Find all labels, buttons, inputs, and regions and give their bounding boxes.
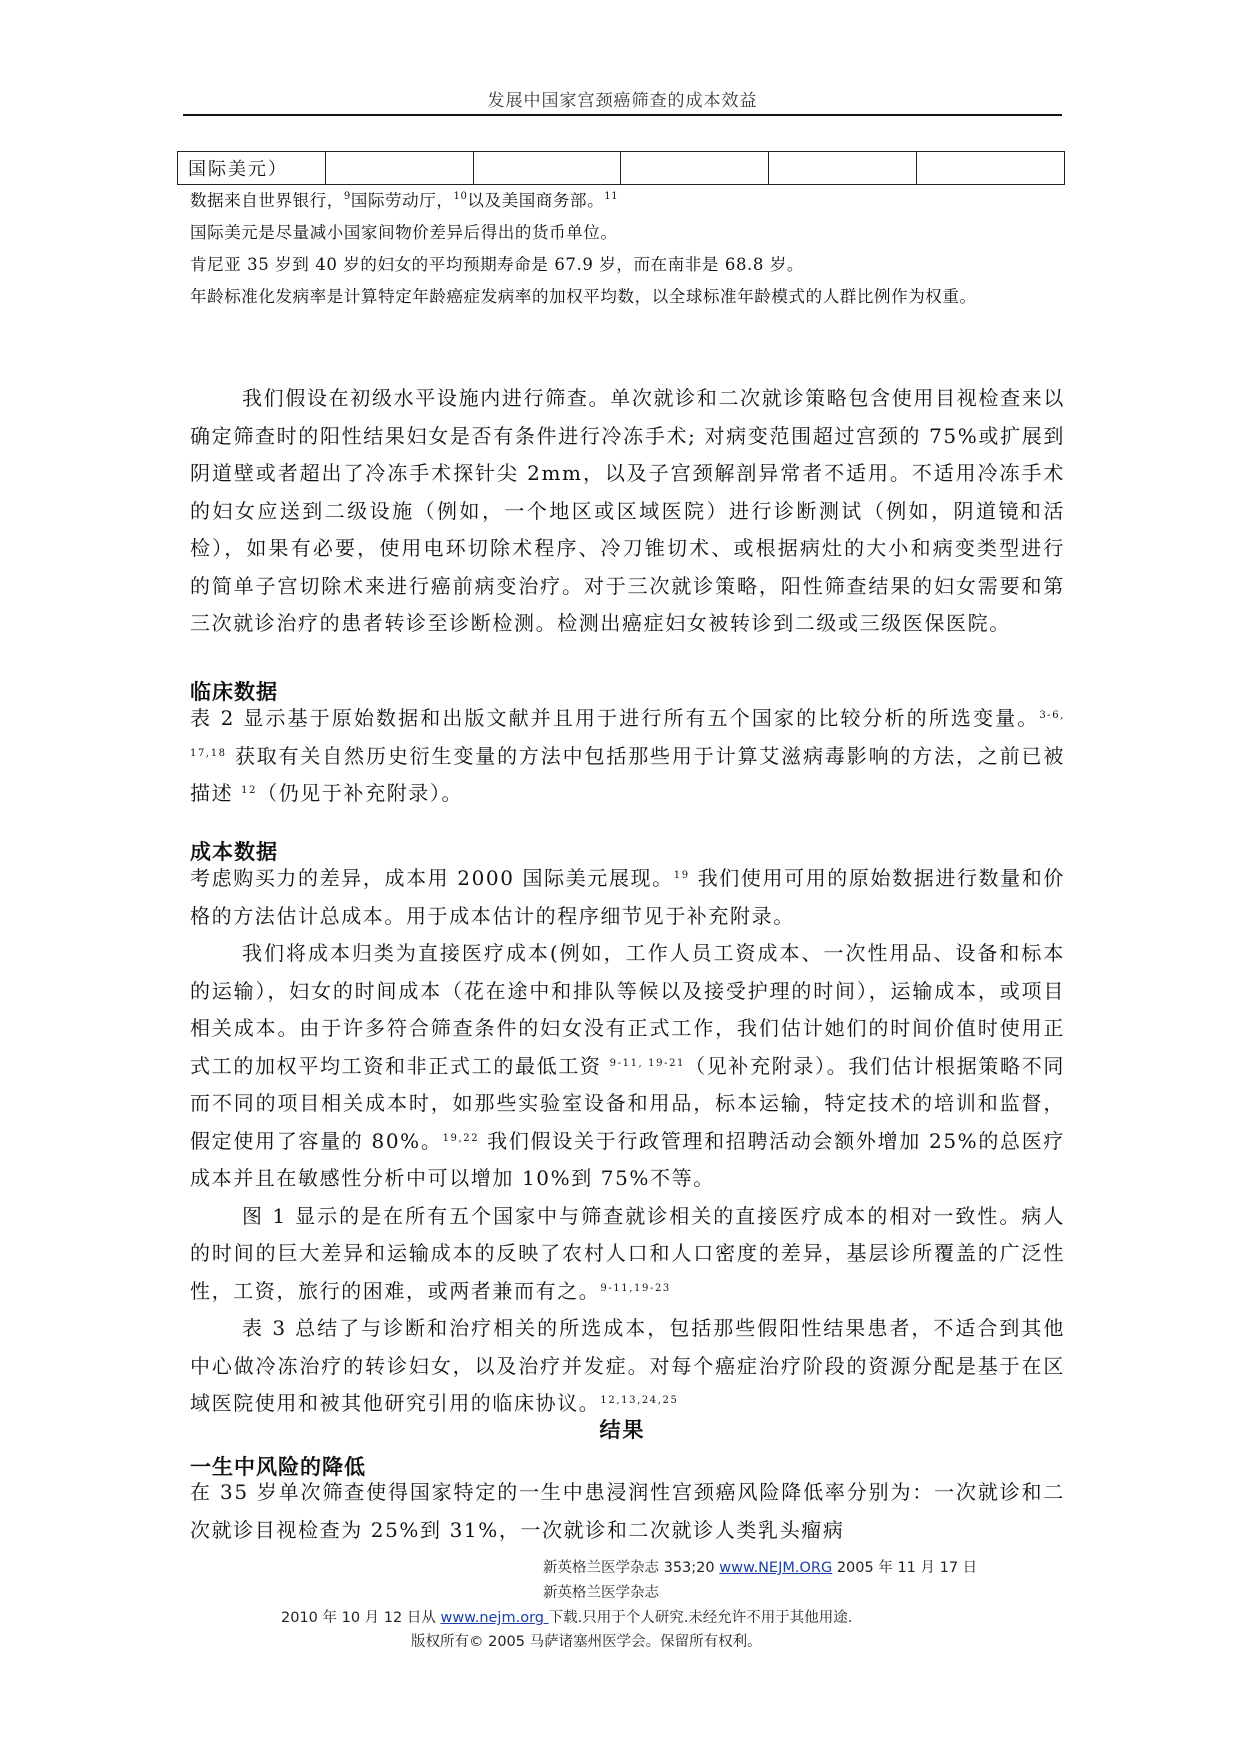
header-rule xyxy=(183,114,1062,116)
cost-data-section xyxy=(190,860,1065,1423)
section-heading-cost: 成本数据 xyxy=(190,839,278,864)
table-cell xyxy=(917,152,1065,185)
nejm-download-link[interactable]: www.nejm.org xyxy=(440,1610,549,1626)
footer-download-notice xyxy=(281,1606,852,1627)
footer-journal-citation xyxy=(543,1556,977,1577)
paragraph-screening-assumptions xyxy=(190,380,1065,643)
citation: 3-6, 17,18 xyxy=(190,710,1065,759)
paragraph-text: 在 35 岁单次筛查使得国家特定的一生中患浸润性宫颈癌风险降低率分别为：一次就诊和二次就诊目视检查为 25%到 31%，一次就诊和二次就诊人类乳头瘤病 xyxy=(190,1480,1065,1542)
sub-heading-lifetime-risk: 一生中风险的降低 xyxy=(190,1454,366,1479)
citation: 10 xyxy=(453,191,468,202)
paragraph-text: 图 1 显示的是在所有五个国家中与筛查就诊相关的直接医疗成本的相对一致性。病人的时间的巨大差异和运输成本的反映了农村人口和人口密度的差异，基层诊所覆盖的广泛性性，工资，旅行的困难，或两者兼而有之。 xyxy=(190,1203,1065,1303)
table-cell xyxy=(769,152,917,185)
citation: 9 xyxy=(343,191,351,202)
paragraph-text: 我们将成本归类为直接医疗成本(例如，工作人员工资成本、一次性用品、设备和标本的运输），妇女的时间成本（花在途中和排队等候以及接受护理的时间），运输成本，或项目相关成本。由于许多符合筛查条件的妇女没有正式工作，我们估计她们的时间价值时使用正式工的加权平均工资和非正式工的最低工资 xyxy=(190,941,1065,1078)
paragraph-lifetime-risk xyxy=(190,1474,1065,1549)
citation: 19 xyxy=(673,870,690,881)
note-text: 数据来自世界银行， xyxy=(190,191,344,210)
note-text: 国际劳动厅， xyxy=(350,191,454,210)
citation: 19,22 xyxy=(442,1132,480,1144)
citation: 11 xyxy=(604,191,619,202)
running-header: 发展中国家宫颈癌筛查的成本效益 xyxy=(487,91,758,111)
table-row xyxy=(178,152,1065,185)
footer-copyright: 版权所有© 2005 马萨诸塞州医学会。保留所有权利。 xyxy=(411,1634,762,1650)
table-cell xyxy=(325,152,473,185)
table-fragment xyxy=(177,151,1065,185)
citation: 9-11,19-23 xyxy=(600,1282,671,1294)
table-cell xyxy=(621,152,769,185)
paragraph-cost-categories xyxy=(190,935,1065,1198)
paragraph-text: （见补充附录）。我们估计根据策略不同而不同的项目相关成本时，如那些实验室设备和用品，标本运输，特定技术的培训和监督，假定使用了容量的 80%。 xyxy=(190,1053,1065,1153)
citation: 9-11, 19-21 xyxy=(609,1057,685,1069)
table-footnote-intl-dollar: 国际美元是尽量减小国家间物价差异后得出的货币单位。 xyxy=(190,223,618,242)
section-heading-clinical: 临床数据 xyxy=(190,679,278,704)
paragraph-clinical-data xyxy=(190,700,1065,813)
citation: 12,13,24,25 xyxy=(600,1395,679,1406)
footer-text: 2010 年 10 月 12 日从 xyxy=(281,1610,441,1626)
footer-text: 下载.只用于个人研究.未经允许不用于其他用途. xyxy=(548,1610,853,1626)
citation: 12 xyxy=(241,785,258,796)
table-row-label: 国际美元） xyxy=(178,152,326,185)
footer-text: 新英格兰医学杂志 353;20 xyxy=(543,1560,720,1576)
table-footnote-life-expectancy: 肯尼亚 35 岁到 40 岁的妇女的平均预期寿命是 67.9 岁，而在南非是 68.8 岁。 xyxy=(190,255,805,274)
footer-text: 2005 年 11 月 17 日 xyxy=(832,1560,978,1576)
table-footnote-sources xyxy=(190,186,618,216)
nejm-link[interactable]: www.NEJM.ORG xyxy=(719,1560,833,1576)
footer-journal-name: 新英格兰医学杂志 xyxy=(543,1585,659,1601)
paragraph-text: 我们假设在初级水平设施内进行筛查。单次就诊和二次就诊策略包含使用目视检查来以确定筛查时的阳性结果妇女是否有条件进行冷冻手术; 对病变范围超过宫颈的 75%或扩展到阴道壁或者超出了冷冻手术探针尖 2mm，以及子宫颈解剖异常者不适用。不适用冷冻手术的妇女应送到二级设施（例如，一个地区或区域医院）进行诊断测试（例如，阴道镜和活检），如果有必要，使用电环切除术程序、冷刀锥切术、或根据病灶的大小和病变类型进行的简单子宫切除术来进行癌前病变治疗。对于三次就诊策略，阳性筛查结果的妇女需要和第三次就诊治疗的患者转诊至诊断检测。检测出癌症妇女被转诊到二级或三级医保医院。 xyxy=(190,386,1065,635)
note-text: 以及美国商务部。 xyxy=(467,191,605,210)
paragraph-text: 表 2 显示基于原始数据和出版文献并且用于进行所有五个国家的比较分析的所选变量。 xyxy=(190,706,1040,730)
paragraph-text: 表 3 总结了与诊断和治疗相关的所选成本，包括那些假阳性结果患者，不适合到其他中心做冷冻治疗的转诊妇女，以及治疗并发症。对每个癌症治疗阶段的资源分配是基于在区域医院使用和被其他研究引用的临床协议。 xyxy=(190,1316,1065,1415)
paragraph-text: 获取有关自然历史衍生变量的方法中包括那些用于计算艾滋病毒影响的方法，之前已被描述 xyxy=(190,743,1065,805)
paragraph-cost-ppp xyxy=(190,860,1065,935)
paragraph-figure-1 xyxy=(190,1198,1065,1311)
paragraph-text: 考虑购买力的差异，成本用 2000 国际美元展现。 xyxy=(190,866,674,890)
paragraph-table-3 xyxy=(190,1310,1065,1423)
section-heading-results: 结果 xyxy=(599,1417,646,1442)
table-footnote-age-standardized: 年龄标准化发病率是计算特定年龄癌症发病率的加权平均数，以全球标准年龄模式的人群比例作为权重。 xyxy=(190,287,977,306)
table-cell xyxy=(473,152,621,185)
paragraph-text: （仍见于补充附录）。 xyxy=(257,781,464,805)
paragraph-text: 我们使用可用的原始数据进行数量和价格的方法估计总成本。用于成本估计的程序细节见于补充附录。 xyxy=(190,866,1065,928)
paragraph-text: 我们假设关于行政管理和招聘活动会额外增加 25%的总医疗成本并且在敏感性分析中可以增加 10%到 75%不等。 xyxy=(190,1128,1065,1190)
